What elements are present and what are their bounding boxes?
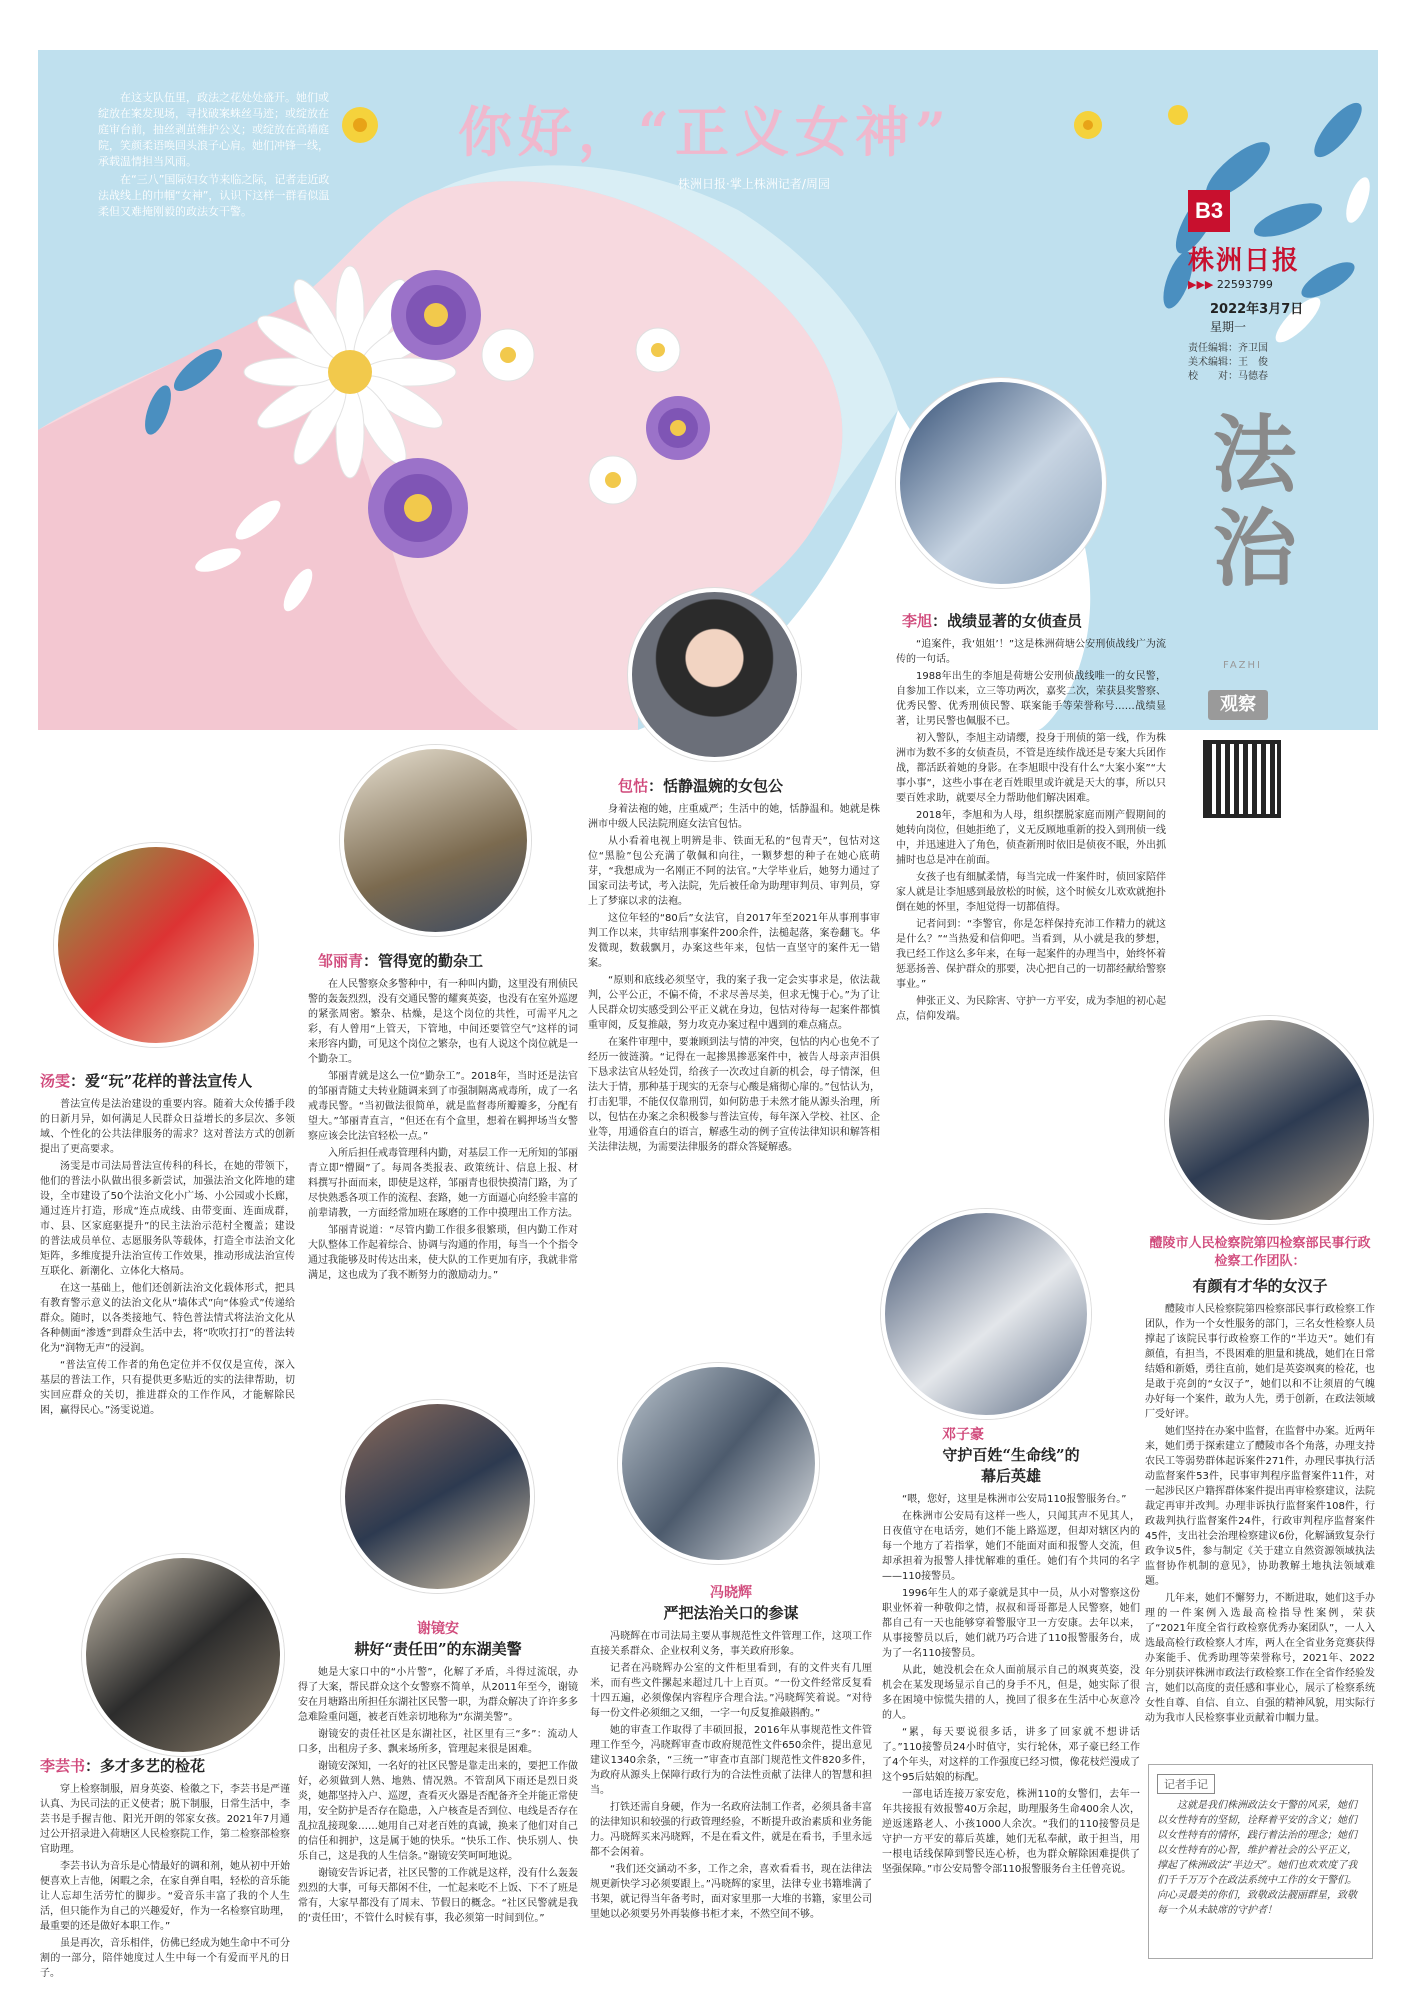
paragraph: 从小看着电视上明辨是非、铁面无私的“包青天”，包怙对这位“黑脸”包公充满了敬佩和向往，一颗梦想的种子在她心底萌芽，“我想成为一名刚正不阿的法官。”大学毕业后，她努力通过了国家司法考试，考入法院，先后被任命为助理审判员、审判员，穿上了梦寐以求的法袍。 [588, 836, 880, 907]
paragraph: 在人民警察众多警种中，有一种叫内勤，这里没有刑侦民警的轰轰烈烈，没有交通民警的耀爽英姿，也没有在室外巡逻的紧张周密。繁杂、枯燥，是这个岗位的共性，可需平凡之彩，有人曾用“上管天，下管地，中间还要管空气”这样的词来形容内勤，可见这个岗位之繁杂，也有人说这个岗位就是一个勤杂工。 [308, 979, 578, 1065]
name-feng-xiaohui: 冯晓辉 [710, 1585, 752, 1601]
article-feng-xiaohui [590, 1582, 872, 1924]
newspaper-page [38, 50, 1378, 1979]
note-text: 这就是我们株洲政法女干警的风采，她们以女性特有的坚韧，诠释着平安的含义；她们以女性特有的情怀，践行着法治的理念；她们以女性特有的心智，维护着社会的公平正义，撑起了株洲政法“半边天”。她们也欢欢度了我们千千万万个在政法系统中工作的女干警们。向心灵最美的你们，致敬政法靓丽群星，致敬每一个从未缺席的守护者！ [1157, 1800, 1358, 1916]
paragraph: “累，每天要说很多话，讲多了回家就不想讲话了。”110接警员24小时值守，实行轮休，邓子豪已经工作了4个年头，对这样的工作强度已经习惯，像花枝烂漫成了这个95后姑娘的标配。 [882, 1727, 1140, 1783]
section-title: 法治 [1199, 410, 1298, 598]
paragraph: 在这一基础上，他们还创新法治文化载体形式，把具有教育警示意义的法治文化从“墙体式”向“体验式”传递给群众。随时，以各类接地气、特色普法情式将法治文化从各种侧面“渗透”到群众生活中去，将“吹吹打打”的普法转化为“润物无声”的浸润。 [40, 1283, 295, 1354]
article-tang-wen [40, 1070, 295, 1420]
intro-paragraph-1: 在这支队伍里，政法之花处处盛开。她们或绽放在案发现场，寻找破案蛛丝马迹；或绽放在庭审台前，抽丝剥茧维护公义；或绽放在高墙庭院，笑颜柔语唤回头浪子心肩。她们冲锋一线，承载温情担当风雨。 [98, 91, 329, 168]
article-deng-zihao [882, 1424, 1140, 1879]
photo-li-xu [896, 378, 1106, 588]
paragraph: 她是大家口中的“小片警”，化解了矛盾，斗得过流氓，办得了大案，帮民群众这个女警察不简单，从2011年至今，谢镜安在月塘路出所担任东湖社区民警一职，为群众解决了许许多多急难险重问题，被老百姓亲切地称为“东湖美警”。 [298, 1667, 578, 1723]
article-title-zou-liqing [318, 950, 578, 971]
feng-title: 严把法治关口的参谋 [663, 1604, 799, 1622]
title-li-yunshu: ：多才多艺的检花 [85, 1757, 206, 1775]
title-tang-wen: ：爱“玩”花样的普法宣传人 [70, 1072, 253, 1090]
name-zou-liqing: 邹丽青 [318, 952, 364, 970]
title-bao-hu: ：恬静温婉的女包公 [648, 777, 784, 795]
photo-zou-liqing [340, 745, 531, 936]
paragraph: 身着法袍的她，庄重威严；生活中的她，恬静温和。她就是株洲市中级人民法院刑庭女法官包怙。 [588, 804, 880, 830]
article-title-bao-hu [618, 775, 880, 796]
article-title-li-xu [902, 610, 1166, 631]
article-li-yunshu [40, 1755, 290, 1983]
qr-code [1203, 740, 1281, 818]
staff-editor: 责任编辑：齐卫国 [1188, 343, 1268, 354]
arrow-icon: ▶▶▶ [1188, 278, 1214, 291]
name-li-xu: 李旭 [902, 612, 933, 630]
article-team [1145, 1235, 1375, 1728]
paragraph: 谢镜安深知，一名好的社区民警是靠走出来的，要把工作做好，必须做到人熟、地熟、情况熟。不管刮风下雨还是烈日炎炎，她都坚持入户、巡逻，查看灭火器是否配备齐全并能正常使用，安全防护是否存在隐患，入户核查是否到位、电线是否存在乱拉乱接现象……她用自己对老百姓的真诚，换来了他们对自己的信任和拥护，这是属于她的快乐。“快乐工作、快乐别人、快乐自己，这是我的人生信条。”谢镜安笑呵呵地说。 [298, 1761, 578, 1862]
paragraph: 入所后担任戒毒管理科内勤，对基层工作一无所知的邹丽青立即“懵圈”了。每周各类报表、政策统计、信息上报、材料撰写扑面而来，即使是这样，邹丽青也很快摸清门路，为了尽快熟悉各项工作的流程、套路，她一方面逼心向经验丰富的前辈请教，一方面经常加班在琢磨的工作中摸理出工作方法。 [308, 1148, 578, 1219]
paragraph: “追案件，我‘姐姐’！”这是株洲荷塘公安刑侦战线广为流传的一句话。 [896, 639, 1166, 665]
reporter-note [1148, 1764, 1373, 1959]
article-li-xu [896, 610, 1166, 1026]
photo-li-yunshu [82, 1554, 284, 1756]
paragraph: 虽是再次，音乐相伴，仿佛已经成为她生命中不可分割的一部分，陪伴她度过人生中每一个有爱而平凡的日子。 [40, 1938, 290, 1979]
paragraph: 伸张正义、为民除害、守护一方平安，成为李旭的初心起点，信仰发端。 [896, 996, 1166, 1022]
paragraph: 女孩子也有细腻柔情，每当完成一件案件时，侦回家陪伴家人就是让李旭感到最放松的时候，这个时候女儿欢欢就抱扑倒在她的怀里，李旭觉得一切都值得。 [896, 872, 1166, 913]
section-pinyin: FAZHI [1223, 660, 1262, 671]
staff-list [1188, 342, 1268, 384]
photo-tang-wen [54, 843, 258, 1047]
paragraph: “普法宣传工作者的角色定位并不仅仅是宣传，深入基层的普法工作，只有提供更多贴近的实的法律帮助，切实回应群众的关切，推进群众的工作作风，才能解除民困，赢得民心。”汤雯说道。 [40, 1360, 295, 1416]
name-deng-zihao: 邓子豪 [942, 1427, 984, 1443]
paragraph: 邹丽青说道：“尽管内勤工作很多很繁琐，但内勤工作对大队整体工作起着综合、协调与沟通的作用，每当一个个指令通过我能够及时传达出来，使大队的工作更加有序，我就非常满足，这也成为了我不断努力的激励动力。” [308, 1225, 578, 1281]
staff-art: 美术编辑：王 俊 [1188, 357, 1268, 368]
subsection-badge: 观察 [1208, 690, 1268, 720]
name-tang-wen: 汤雯 [40, 1072, 71, 1090]
article-title-li-yunshu [40, 1755, 290, 1776]
paragraph: 记者在冯晓辉办公室的文件柜里看到，有的文件夹有几厘米，而有些文件摞起来超过几十上百页。“一份文件经常反复看十四五遍，必须像保内容程序合理合法。”冯晓辉笑着说。“对待每一份文件必须细之又细，一字一句反复推敲斟酌。” [590, 1663, 872, 1719]
paragraph: “原则和底线必须坚守，我的案子我一定会实事求是，依法裁判，公平公正，不偏不倚，不求尽善尽美，但求无愧于心。”为了让人民群众切实感受到公平正义就在身边，包怙对待每一起案件都慎重审阅，反复推敲，努力攻克办案过程中遇到的难点痛点。 [588, 975, 880, 1031]
paragraph: 记者问到：“李警官，你是怎样保持充沛工作精力的就这是什么？”“当热爱和信仰吧。当看到，从小就是我的梦想，我已经工作这么多年来，在每一起案件的办理当中，始终怀着惩恶扬善、保护群众的那要，决心把自己的一切都经献给警察事业。” [896, 919, 1166, 990]
name-xie-jingan: 谢镜安 [417, 1621, 459, 1637]
paragraph: 穿上检察制服，眉身英姿、检徽之下，李芸书是严谨认真、为民司法的正义使者；脱下制服，日常生活中，李芸书是手握吉他、阳光开朗的邻家女孩。2021年7月通过公开招录进入荷塘区人民检察院工作，第二检察部检察官助理。 [40, 1784, 290, 1855]
team-title: 有颜有才华的女汉子 [1192, 1277, 1328, 1295]
deng-title-line2: 幕后英雄 [980, 1467, 1041, 1485]
intro-paragraph-2: 在“三八”国际妇女节来临之际，记者走近政法战线上的巾帼“女神”，认识下这样一群看似温柔但又难掩刚毅的政法女干警。 [98, 173, 330, 218]
photo-xie-jingan [341, 1400, 534, 1593]
paragraph: 1996年生人的邓子豪就是其中一员，从小对警察这份职业怀着一种敬仰之情，叔叔和哥哥都是人民警察，她们都自己有一天也能够穿着警服守卫一方安康。去年以来，从事接警员以后，她们就乃巧合进了110报警服务台，成为了一名110接警员。 [882, 1588, 1140, 1659]
article-zou-liqing [308, 950, 578, 1285]
paragraph: 醴陵市人民检察院第四检察部民事行政检察工作团队，作为一个女性服务的部门，三名女性检察人员撑起了该院民事行政检察工作的“半边天”。她们有颜值，有担当，不畏困难的胆量和挑战，她们在日常结婚和新婚，勇往直前，她们是英姿飒爽的检花，也是敢于亮剑的“女汉子”，她们以和不让须眉的气魄办好每一个案件，敢为人先，勇于创新，在政法领域厂受好评。 [1145, 1304, 1375, 1420]
note-tag: 记者手记 [1157, 1774, 1215, 1794]
page-number: B3 [1188, 190, 1230, 232]
paragraph: 从此，她没机会在众人面前展示自己的飒爽英姿，没机会在某发现场显示自己的身手不凡，但是，她实际了很多在困境中惊慌失措的人，挽回了很多在生活中心灰意冷的人。 [882, 1665, 1140, 1721]
deng-title-line1: 守护百姓“生命线”的 [942, 1446, 1080, 1464]
paragraph: 1988年出生的李旭是荷塘公安刑侦战线唯一的女民警，自参加工作以来，立三等功两次，嘉奖二次，荣获县奖警察、优秀民警、优秀刑侦民警、联案能手等荣誉称号……战绩显著，让男民警也佩服不已。 [896, 671, 1166, 727]
staff-proof: 校 对：马德春 [1188, 371, 1268, 382]
paragraph: 冯晓辉在市司法局主要从事规范性文件管理工作，这项工作直接关系群众、企业权利义务，事关政府形象。 [590, 1631, 872, 1657]
name-bao-hu: 包怙 [618, 777, 649, 795]
paragraph: 谢镜安告诉记者，社区民警的工作就是这样，没有什么轰轰烈烈的大事，可每天都闲不住，一忙起来吃不上饭、下不了班是常有，大家早都没有了周末、节假日的概念。“社区民警就是我的‘责任田’，不管什么时候有事，我必须第一时间到位。” [298, 1868, 578, 1924]
issue-weekday: 星期一 [1210, 320, 1247, 334]
paragraph: “喂，您好，这里是株洲市公安局110报警服务台。” [902, 1494, 1127, 1505]
paragraph: 初入警队，李旭主动请缨，投身于刑侦的第一线，作为株洲市为数不多的女侦查员，不管是连续作战还是专案大兵团作战，都活跃着她的身影。在李旭眼中没有什么“大案小案”“大事小事”，这些小事在老百姓眼里或许就是天大的事，所以只要百姓求助，就要尽全力帮助他们解决困难。 [896, 733, 1166, 804]
photo-feng-xiaohui [618, 1363, 819, 1564]
intro-block [98, 90, 338, 222]
article-title-tang-wen [40, 1070, 295, 1091]
article-xie-jingan [298, 1618, 578, 1928]
title-li-xu: ：战绩显著的女侦查员 [932, 612, 1083, 630]
paragraph: 汤雯是市司法局普法宣传科的科长，在她的带领下，他们的普法小队做出很多新尝试，加强法治文化阵地的建设，全市建设了50个法治文化小广场、小公园或小长廊，通过连片打造，形成“连点成线、由带变面、连面成群，市、县、区家庭驱提升”的民主法治示范村全覆盖；建设的普法成员单位、志愿服务队等载体，打造全市法治文化矩阵，多维度提升法治宣传工作效果，推动形成法治宣传互联化、新潮化、立体化大格局。 [40, 1161, 295, 1277]
paragraph: 在案件审理中，要兼顾到法与情的冲突，包怙的内心也免不了经历一彼涟漪。“记得在一起掺黑掺恶案件中，被告人母亲声泪俱下恳求法官从轻处罚，给孩子一次改过自新的机会，母子情深，但法大于情，那种基于现实的无奈与心酸是痛彻心扉的。”包怙认为，打击犯罪，不能仅仅靠刑罚，如何防患于未然才能从源头治理，所以，包怙在办案之余积极参与普法宣传，每年深入学校、社区、企业等，用通俗直白的语言，解惑生动的例子宣传法律知识和解答相关法律法规，为需要法律服务的群众答疑解惑。 [588, 1037, 880, 1153]
paragraph: 邹丽青就是这么一位“勤杂工”。2018年，当时还是法官的邹丽青随丈夫转业随调来到了市强制隔离戒毒所，成了一名戒毒民警。“当初做法很简单，就是监督毒所瓣瓣多，分配有望大。”邹丽青直言，“但还在有个盒里，想着在羁押场当女警察应该会比法官轻松一点。” [308, 1071, 578, 1142]
page-title: 你好，“正义女神” [458, 100, 953, 164]
photo-team [1165, 1016, 1373, 1224]
article-bao-hu [588, 775, 880, 1157]
paragraph: “我们还交涵动不多，工作之余，喜欢看看书，现在法律法规更新快学习必须要跟上。”冯晓辉的家里，法律专业书籍堆满了书架，就记得当年备考时，面对家里那一大堆的书籍，家里公司里她以必须要另外再装修书柜才来，不然空间不够。 [590, 1864, 872, 1920]
photo-bao-hu [628, 588, 801, 761]
paper-name: 株洲日报 [1188, 246, 1301, 276]
issue-date: 2022年3月7日 [1210, 302, 1304, 317]
paragraph: 她们坚持在办案中监督，在监督中办案。近两年来，她们勇于探索建立了醴陵市各个角落，办理支持农民工等弱势群体起诉案件271件，办理民事执行活动监督案件53件，民事审判程序监督案件11件，对一起涉民区户籍挥群体案件提出再审检察建议，法院裁定再审并改判。办理非诉执行监督案件108件，行政裁判执行监督案件24件，行政审判程序监督案件45件，支出社会治理检察建议6份，化解涵致复杂行政争议5件，参与制定《关于建立自然资源领域执法监督协作机制的意见》，协助教解土地执法领域难题。 [1145, 1426, 1375, 1587]
name-li-yunshu: 李芸书 [40, 1757, 86, 1775]
paragraph: 李芸书认为音乐是心情最好的调和剂，她从初中开始便喜欢上吉他，闲暇之余，在家自弹自唱，轻松的音乐能让人忘却生活劳忙的脚步。“爱音乐丰富了我的个人生活，但只能作为自己的兴趣爱好，作为一名检察官助理，最重要的还是做好本职工作。” [40, 1861, 290, 1932]
title-zou-liqing: ：管得宽的勤杂工 [363, 952, 484, 970]
paragraph: 2018年，李旭和为人母，组织摆脱家庭而刚产假期间的她转向岗位，但她拒绝了，义无反顾地重新的投入到刑侦一线中，并迅速进入了角色，侦查新刑时依旧是侦夜不眠，外出抓捕时也总是冲在前面。 [896, 810, 1166, 866]
byline: 株洲日报·掌上株洲记者/周园 [678, 177, 830, 191]
paragraph: 打铁还需自身硬，作为一名政府法制工作者，必须具备丰富的法律知识和较强的行政管理经验，不断提升政治素质和业务能力。冯晓辉买来冯晓辉，不是在看文件，就是在看书，手里永远都不会闲着。 [590, 1802, 872, 1858]
paragraph: 这位年轻的“80后”女法官，自2017年至2021年从事刑事审判工作以来，共审结刑事案件200余件，法槌起落，案卷翻飞。华发微现，数载飘月，办案这些年来，包怙一直坚守的案件无一错案。 [588, 913, 880, 969]
paragraph: 一部电话连接万家安危，株洲110的女警们，去年一年共接报有效报警40万余起，助理服务生命400余人次，逆返迷路老人、小孩1000人余次。“我们的110接警员是守护一方平安的幕后英雄，她们无私奉献，敢于担当，用一根电话线保障到警民连心桥，也为群众解除困难提供了坚强保障。”市公安局警令部110报警服务台主任曾亮说。 [882, 1789, 1140, 1875]
paragraph: 几年来，她们不懈努力，不断进取，她们这手办理的一件案例入选最高检指导性案例，荣获了“2021年度全省行政检察优秀办案团队”，一人入选最高检行政检察人才库，两人在全省业务竞赛获得办案能手、优秀助理等荣誉称号，2021年、2022年分别获评株洲市政法行政检察工作在全省作经验发言，她们以高度的责任感和事业心，展示了检察系统女性自尊、自信、自立、自强的精神风貌，用实际行动为我市人民检察事业贡献着巾帼力量。 [1145, 1593, 1375, 1724]
xie-title: 耕好“责任田”的东湖美警 [354, 1640, 522, 1658]
hotline-row [1188, 278, 1273, 291]
paragraph: 普法宣传是法治建设的重要内容。随着大众传播手段的日新月异，如何满足人民群众日益增长的多层次、多领域、个性化的公共法律服务的需求？这对普法方式的创新提出了更高要求。 [40, 1099, 295, 1155]
paragraph: 在株洲市公安局有这样一些人，只闻其声不见其人，日夜值守在电话旁，她们不能上路巡逻，但却对辖区内的每一个地方了若指掌，她们不能面对面和报警人交流，但却承担着为报警人排忧解难的重任。她们有个共同的名字——110接警员。 [882, 1511, 1140, 1582]
paragraph: 谢镜安的责任社区是东湖社区，社区里有三“多”：流动人口多，出租房子多、飘来场所多，管理起来很是困难。 [298, 1729, 578, 1755]
hotline: 22593799 [1216, 278, 1273, 291]
photo-deng-zihao [881, 1209, 1091, 1419]
team-org: 醴陵市人民检察院第四检察部民事行政检察工作团队： [1149, 1236, 1371, 1269]
paragraph: 她的审查工作取得了丰硕回报，2016年从事规范性文件管理工作至今，冯晓辉审查市政府规范性文件650余件，提出意见建议1340余条，“三统一”审查市直部门规范性文件820多件，为政府从源头上保障行政行为的合法性贡献了法律人的智慧和担当。 [590, 1725, 872, 1796]
